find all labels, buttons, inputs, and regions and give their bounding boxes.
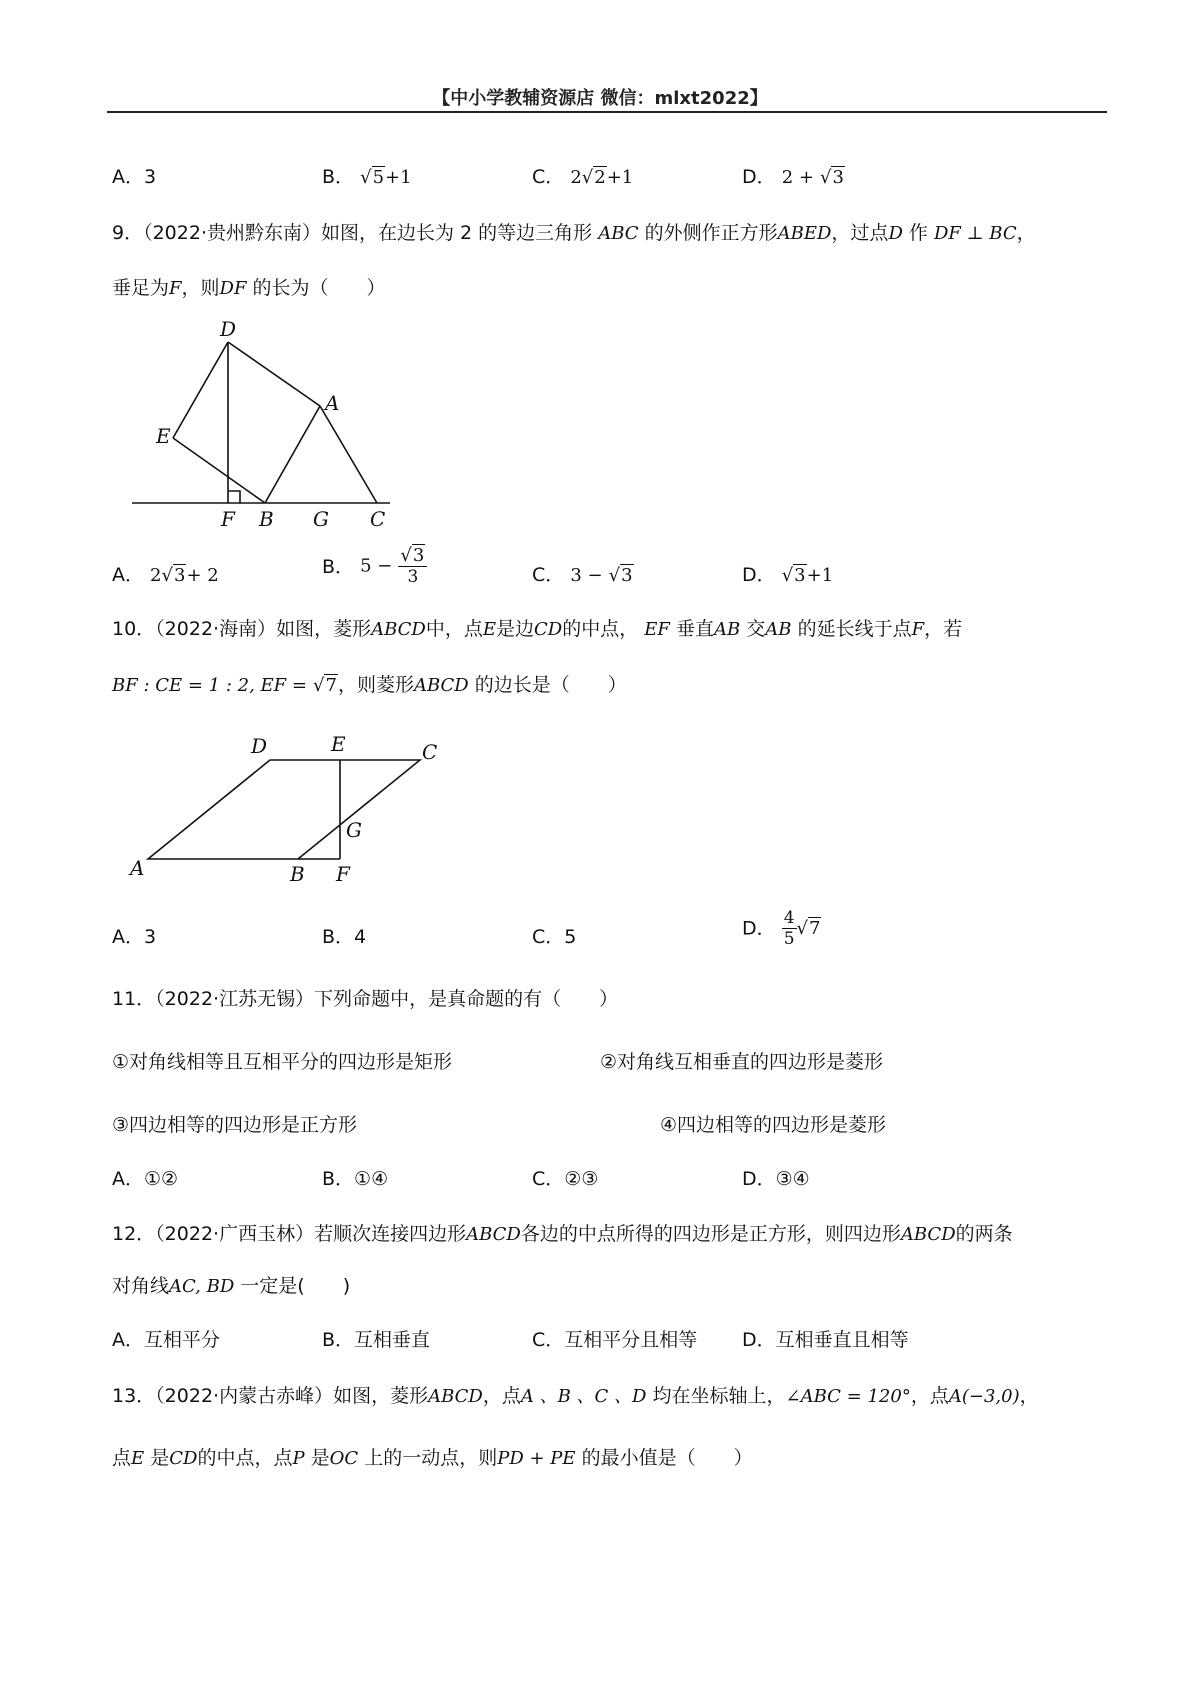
sqrt-symbol: √3 [161,565,186,586]
q8-option-b-label: B． [322,166,355,188]
q10-ratio-expression: BF : CE = 1 : 2, EF = [112,675,307,696]
q9-line2-a: 垂足为 [112,277,170,299]
q10-f: F [911,619,925,640]
sqrt-symbol: √7 [313,675,337,696]
q12-option-d: D．互相垂直且相等 [742,1329,909,1351]
sqrt-symbol: √3 [781,565,806,586]
q9-option-c [532,560,634,591]
q9-mid3: 作 [908,222,928,244]
q9-label-g: G [313,507,329,531]
q10-mid1: 中，点 [425,618,483,640]
q11-option-a: A．①② [112,1168,179,1190]
q10-option-d-fraction [782,908,797,949]
q10-label-b: B [290,862,305,886]
q10-mid6: 的延长线于点 [797,618,912,640]
q13-prefix: 13．（2022·内蒙古赤峰）如图，菱形 [112,1385,429,1407]
q10-line2-a: ，则菱形 [337,674,414,696]
q12-end: 的两条 [955,1223,1013,1245]
q9-label-a: A [325,391,340,415]
q8-option-b-tail: +1 [385,167,412,188]
q9-abed: ABED [777,223,832,244]
q10-mid2: 是边 [496,618,535,640]
q12-abcd2: ABCD [900,1224,956,1245]
q9-segment-ac [320,406,377,503]
q13-mid2: 均在坐标轴上， [652,1385,786,1407]
q10-label-e: E [331,732,346,756]
q13-line2-a: 点 [112,1447,132,1469]
q10-mid5: 交 [746,618,766,640]
q12-abcd: ABCD [466,1224,521,1245]
q13-angle: ∠ABC = 120° [785,1386,911,1407]
q10-line2-b: 的边长是（ ） [474,674,627,696]
q9-df: DF [219,278,247,299]
q9-d: D [888,223,903,244]
q10-mid4: 垂直 [675,618,714,640]
q10-stem-line2 [112,670,627,701]
q9-option-b-den: 3 [407,567,419,587]
q10-abcd: ABCD [371,619,426,640]
q12-line2-a: 对角线 [112,1275,170,1297]
q9-stem-line1 [112,218,1036,249]
q9-end1: ， [1016,222,1036,244]
q9-option-a-tail: + 2 [186,565,219,586]
q9-segment-da [228,342,320,406]
q9-line2-b: ，则 [181,277,220,299]
q9-option-b-pre: 5 − [360,555,393,577]
q10-label-c: C [422,740,438,764]
q12-stem-line1 [112,1219,1013,1250]
q10-option-a: A．3 [112,926,157,948]
q9-option-a [112,560,219,591]
q8-option-c [532,162,633,193]
q11-stem: 11．（2022·江苏无锡）下列命题中，是真命题的有（ ） [112,988,619,1010]
q10-label-f: F [336,862,350,886]
q11-statement-4: ④四边相等的四边形是菱形 [660,1114,887,1136]
q8-option-c-label: C． [532,166,565,188]
q13-points: A 、B 、C 、D [520,1386,647,1407]
q10-cd: CD [534,619,563,640]
q10-e: E [482,619,496,640]
q13-pd-pe: PD + PE [497,1448,576,1469]
q9-figure [120,320,420,540]
q10-label-g: G [346,818,362,842]
q13-abcd: ABCD [428,1386,483,1407]
q10-end1: ，若 [924,618,963,640]
q10-option-d-den: 5 [783,929,795,949]
q10-ab: AB [714,619,741,640]
q11-statement-1: ①对角线相等且互相平分的四边形是矩形 [112,1051,453,1073]
sqrt-symbol: √2 [581,167,606,188]
q8-option-b [322,162,412,193]
q13-mid3: ，点 [910,1385,949,1407]
q10-ef: EF [644,619,670,640]
q13-point-a: A(−3,0) [948,1386,1020,1407]
q12-mid: 各边的中点所得的四边形是正方形，则四边形 [520,1223,901,1245]
q8-option-d-pre: 2 + [781,167,814,188]
q8-option-c-pre: 2 [570,167,582,188]
page-header: 【中小学教辅资源店 微信：mlxt2022】 [432,88,768,109]
q9-option-d-label: D． [742,564,776,586]
q9-option-d [742,560,833,591]
q9-option-a-pre: 2 [150,565,162,586]
q9-segment-de [173,342,228,438]
q10-prefix: 10．（2022·海南）如图，菱形 [112,618,372,640]
q13-line2-e: 上的一动点，则 [364,1447,498,1469]
q9-option-b [322,546,427,587]
q9-f: F [169,278,182,299]
sqrt-symbol: √3 [608,565,633,586]
q11-statement-2: ②对角线互相垂直的四边形是菱形 [600,1051,884,1073]
q9-segment-ba [265,406,320,503]
q8-option-c-tail: +1 [606,167,634,188]
q13-p: P [292,1448,305,1469]
sqrt-symbol: √3 [400,545,425,566]
q9-mid1: 的外侧作正方形 [644,222,778,244]
q9-label-f: F [221,507,235,531]
q9-label-c: C [370,507,386,531]
q12-option-a: A．互相平分 [112,1329,220,1351]
q8-option-d-label: D． [742,166,776,188]
q13-line2-c: 的中点，点 [197,1447,293,1469]
q9-label-e: E [156,424,171,448]
q13-stem-line2 [112,1443,753,1474]
q9-segment-eb [173,438,265,503]
q13-line2-b: 是 [150,1447,170,1469]
q13-mid1: ，点 [482,1385,521,1407]
q11-option-d: D．③④ [742,1168,810,1190]
q13-oc: OC [329,1448,359,1469]
q10-rhombus-abcd [148,760,420,859]
q13-cd: CD [169,1448,198,1469]
q9-mid2: ，过点 [831,222,889,244]
q10-label-a: A [130,856,145,880]
sqrt-symbol: √7 [796,918,821,939]
q13-line2-f: 的最小值是（ ） [581,1447,753,1469]
q13-stem-line1 [112,1381,1039,1412]
sqrt-symbol: √5 [360,167,385,188]
q11-option-b: B．①④ [322,1168,389,1190]
sqrt-symbol: √3 [820,167,844,188]
q10-stem-line1 [112,614,962,645]
q12-stem-line2 [112,1271,350,1302]
q10-option-b: B．4 [322,926,367,948]
q10-option-d [742,908,821,949]
q9-right-angle-mark [228,491,240,503]
q9-df-perp-bc: DF ⊥ BC [933,223,1017,244]
q8-option-d [742,162,845,193]
q9-label-b: B [259,507,274,531]
q9-option-d-tail: +1 [806,565,834,586]
q12-ac-bd: AC, BD [169,1276,235,1297]
q9-option-c-label: C． [532,564,565,586]
q10-label-d: D [251,734,268,758]
q11-option-c: C．②③ [532,1168,599,1190]
q9-option-c-pre: 3 − [570,565,603,586]
q9-abc: ABC [598,223,639,244]
q10-mid3: 的中点， [562,618,639,640]
q10-abcd2: ABCD [413,675,469,696]
q10-ab2: AB [765,619,792,640]
q12-line2-b: 一定是( ) [240,1275,351,1297]
q9-option-b-label: B． [322,555,355,578]
q8-option-a: A．3 [112,166,157,188]
q12-option-c: C．互相平分且相等 [532,1329,698,1351]
q9-label-d: D [220,320,237,341]
q9-option-b-fraction [398,546,427,587]
q9-prefix: 9．（2022·贵州黔东南）如图，在边长为 2 的等边三角形 [112,222,593,244]
q10-option-d-num: 4 [783,908,795,928]
q10-option-c: C．5 [532,926,577,948]
q10-figure [120,725,460,895]
q9-stem-line2 [112,273,386,304]
header-divider [107,111,1107,113]
q9-option-a-label: A． [112,564,144,586]
q13-end1: ， [1019,1385,1039,1407]
q12-option-b: B．互相垂直 [322,1329,431,1351]
q12-prefix: 12．（2022·广西玉林）若顺次连接四边形 [112,1223,467,1245]
q10-option-d-label: D． [742,917,776,940]
q13-e: E [131,1448,145,1469]
q13-line2-d: 是 [310,1447,330,1469]
q11-statement-3: ③四边相等的四边形是正方形 [112,1114,358,1136]
q9-line2-c: 的长为（ ） [252,277,386,299]
